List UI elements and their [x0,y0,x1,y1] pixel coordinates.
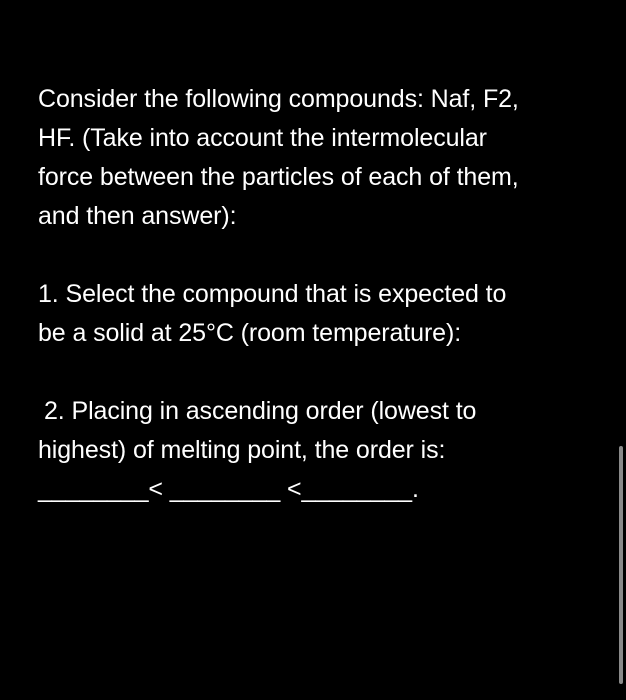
intro-line: HF. (Take into account the intermolecular [38,124,487,152]
question-2-line: 2. Placing in ascending order (lowest to [44,397,477,425]
question-text [38,80,598,509]
question-2 [38,392,598,509]
question-1-line: 1. Select the compound that is expected to [38,280,507,308]
intro-line: and then answer): [38,202,237,230]
scrollbar[interactable] [619,446,623,684]
intro-paragraph [38,80,598,236]
question-1-line: be a solid at 25°C (room temperature): [38,319,462,347]
intro-line: force between the particles of each of them, [38,163,519,191]
paragraph-spacer [38,236,598,275]
answer-blanks: ________< ________ <________. [38,475,419,503]
paragraph-spacer [38,353,598,392]
question-2-line: highest) of melting point, the order is: [38,436,446,464]
question-1 [38,275,598,353]
intro-line: Consider the following compounds: Naf, F2, [38,85,519,113]
